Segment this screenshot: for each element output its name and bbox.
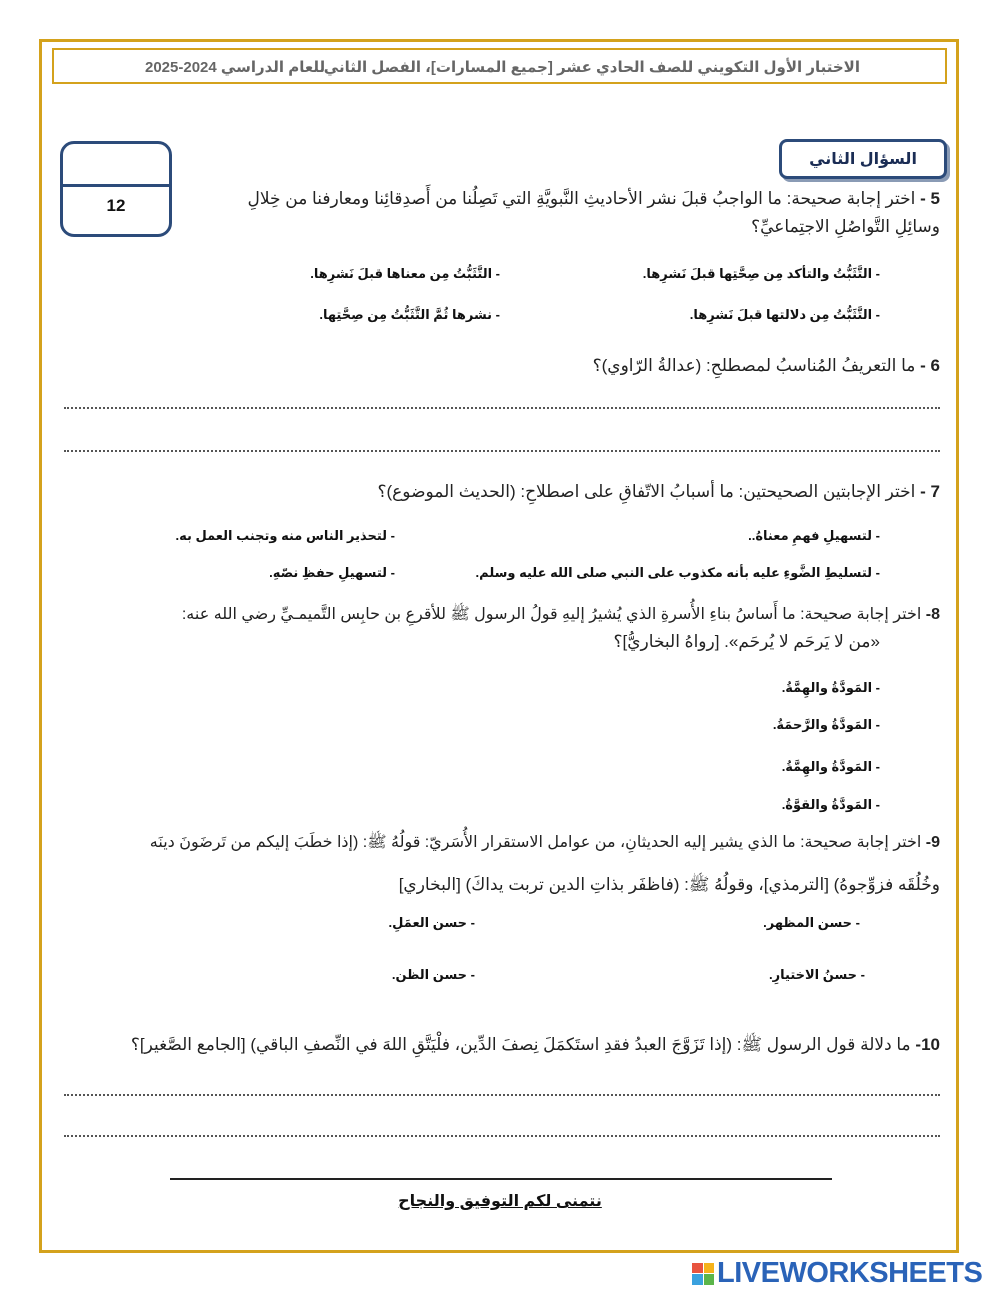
- liveworksheets-icon: [692, 1263, 714, 1285]
- question-8-cont: «من لا يَرحَم لا يُرحَم». [رواهُ البخاريُّ]؟: [613, 632, 880, 651]
- question-number: 10-: [915, 1035, 940, 1054]
- exam-title: الاختبار الأول التكويني للصف الحادي عشر [جميع المسارات]، الفصل الثاني: [323, 59, 860, 76]
- answer-line[interactable]: [64, 407, 940, 409]
- question-8: [60, 600, 940, 630]
- question-number: 7 -: [920, 482, 940, 501]
- question-number: 6 -: [920, 356, 940, 375]
- score-value: 12: [106, 196, 126, 215]
- question-number: 9-: [925, 834, 940, 851]
- question-text: ما دلالة قول الرسول ﷺ: (إذا تَزَوَّجَ العبدُ فقدِ استَكمَلَ نِصفَ الدِّين، فلْيَتَّقِ اللهَ في النِّصفِ الباقي) [الجامع الصَّغير]؟: [130, 1035, 911, 1054]
- answer-line[interactable]: [64, 1094, 940, 1096]
- school-year: للعام الدراسي 2024-2025: [145, 59, 326, 76]
- question-6: [60, 351, 940, 381]
- question-number: 8-: [925, 606, 940, 623]
- question-9-cont: وخُلُقَه فزوِّجوهُ) [الترمذي]، وقولُهُ ﷺ: (فاظفَر بذاتِ الدين تربت يداكَ) [البخاري]: [398, 875, 940, 894]
- q7-option-1[interactable]: - لتسهيلِ فهمِ معناهُ..: [748, 528, 880, 543]
- q8-option-3[interactable]: - المَودَّةُ والهِمَّةُ.: [781, 759, 880, 774]
- question-text: اختر إجابة صحيحة: ما الواجبُ قبلَ نشر الأحاديثِ النَّبويَّةِ التي تَصِلُنا من أَصدِقائِنا ومعارفنا من خِلالِ: [247, 189, 916, 208]
- question-5: [180, 184, 940, 214]
- closing-message: نتمنى لكم التوفيق والنجاح: [398, 1193, 602, 1210]
- q7-option-4[interactable]: - لتسهيلِ حفظِ نصّهِ.: [269, 565, 395, 580]
- question-text: اختر إجابة صحيحة: ما أَساسُ بناءِ الأُسرةِ الذي يُشيرُ إليهِ قولُ الرسول ﷺ للأقرعِ بن حابِس التَّميمـيِّ رضي الله عنه:: [181, 606, 922, 623]
- q7-option-2[interactable]: - لتحذير الناس منه وتجنب العمل به.: [175, 528, 395, 543]
- q9-option-3[interactable]: - حسنُ الاختيارِ.: [769, 967, 865, 982]
- q9-option-4[interactable]: - حسن الظن.: [391, 967, 475, 982]
- question-number: 5 -: [920, 189, 940, 208]
- liveworksheets-logo: [692, 1257, 982, 1290]
- q9-option-2[interactable]: - حسن العمَلِ.: [388, 915, 475, 930]
- section-title: السؤال الثاني: [779, 139, 947, 179]
- question-text: اختر إجابة صحيحة: ما الذي يشير إليه الحديثانِ، من عوامل الاستقرار الأُسَريّ: قولُهُ ﷺ: (إذا خطَبَ إليكم من تَرضَونَ دينَه: [149, 834, 922, 851]
- bottom-divider: [170, 1178, 832, 1180]
- q5-option-4[interactable]: - نشرها ثُمَّ التَّثَبُّتُ مِن صِحَّتِها.: [319, 307, 500, 322]
- question-7: [60, 477, 940, 507]
- q5-option-3[interactable]: - التَّثَبُّتُ مِن دلالتها قبلَ نَشرِها.: [689, 307, 880, 322]
- question-10: [60, 1030, 940, 1060]
- q5-option-2[interactable]: - التَّثَبُّتُ مِن معناها قبلَ نَشرِها.: [310, 266, 500, 281]
- q8-option-2[interactable]: - المَودَّةُ والرَّحمَةُ.: [772, 717, 880, 732]
- answer-line[interactable]: [64, 450, 940, 452]
- answer-line[interactable]: [64, 1135, 940, 1137]
- q7-option-3[interactable]: - لتسليطِ الضَّوءِ عليه بأنه مكذوب على النبي صلى الله عليه وسلم.: [475, 565, 880, 580]
- liveworksheets-wordmark: LIVEWORKSHEETS: [717, 1257, 983, 1289]
- question-5-cont: وسائِلِ التَّواصُلِ الاجتِماعيِّ؟: [751, 217, 940, 236]
- q5-option-1[interactable]: - التَّثَبُّتُ والتأكد مِن صِحَّتِها قبلَ نَشرِها.: [642, 266, 880, 281]
- q8-option-4[interactable]: - المَودَّةُ والقوَّةُ.: [781, 797, 880, 812]
- question-text: اختر الإجابتين الصحيحتين: ما أسبابُ الاتّفاقِ على اصطلاحِ: (الحديث الموضوع)؟: [377, 482, 916, 501]
- question-text: ما التعريفُ المُناسبُ لمصطلحِ: (عدالةُ الرّاوي)؟: [592, 356, 916, 375]
- question-9: [60, 828, 940, 858]
- score-divider: [63, 184, 169, 187]
- q9-option-1[interactable]: - حسن المظهر.: [763, 915, 860, 930]
- q8-option-1[interactable]: - المَودَّةُ والهِمَّةُ.: [781, 680, 880, 695]
